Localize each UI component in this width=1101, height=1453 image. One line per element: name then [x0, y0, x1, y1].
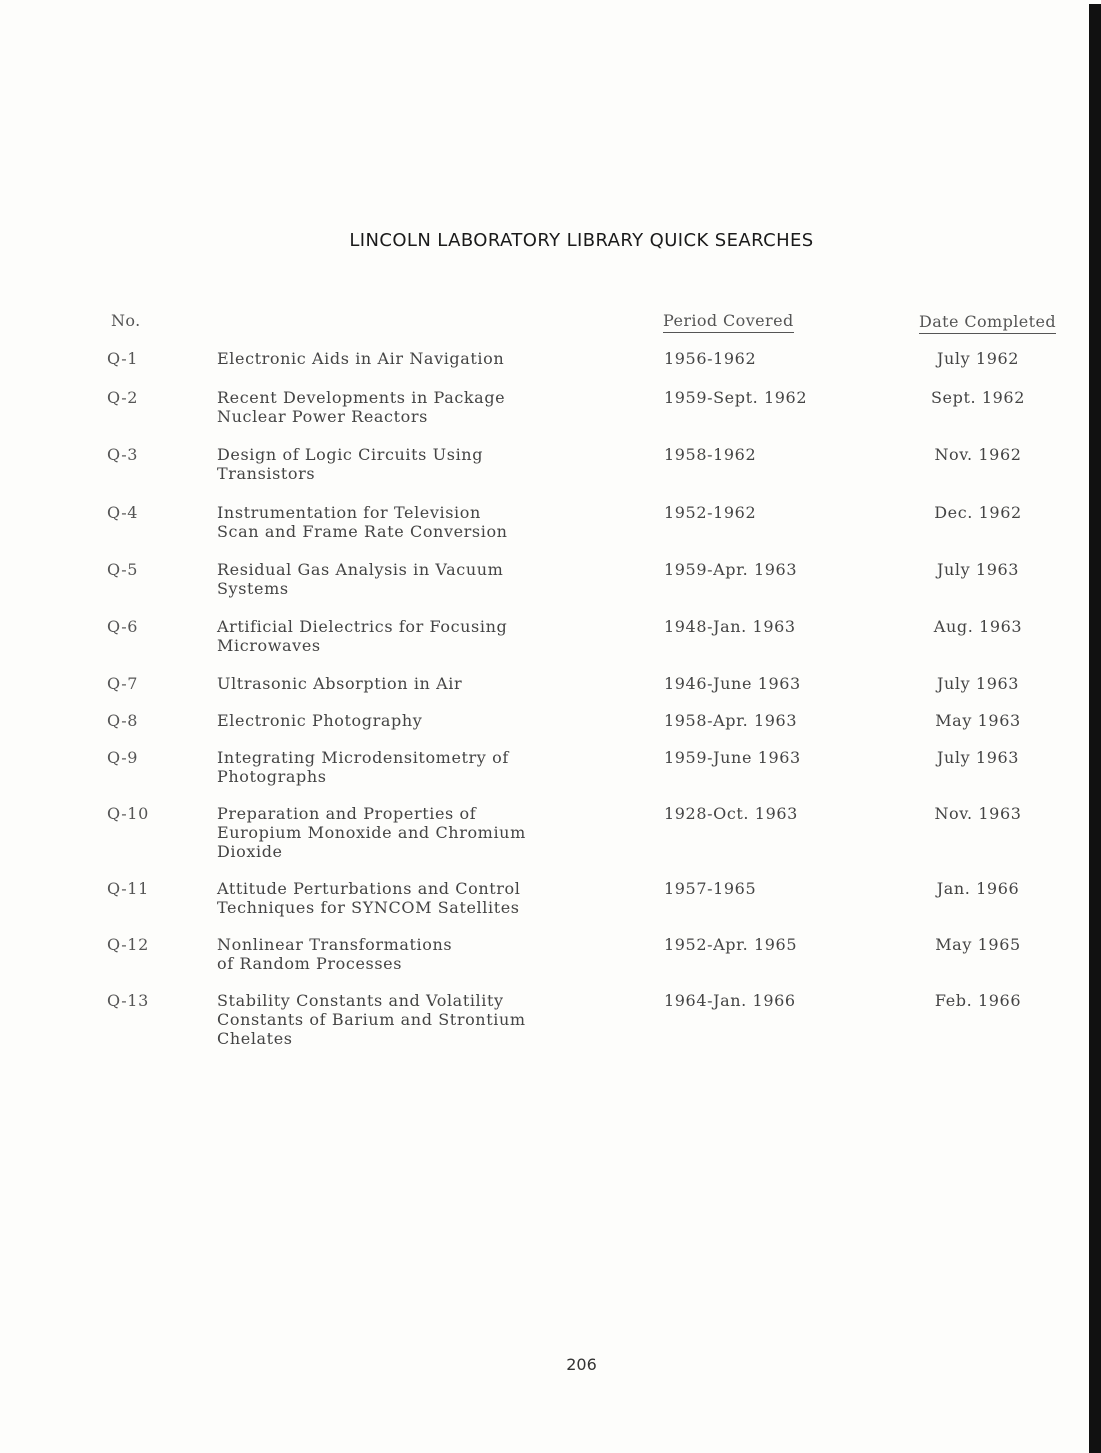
row-title-line: Instrumentation for Television — [217, 503, 481, 522]
row-number: Q-1 — [107, 349, 139, 368]
row-period: 1958-1962 — [664, 445, 757, 464]
row-title-line: Chelates — [217, 1029, 293, 1048]
row-title — [217, 560, 637, 598]
row-title — [217, 503, 637, 541]
row-period: 1957-1965 — [664, 879, 757, 898]
row-title-line: Scan and Frame Rate Conversion — [217, 522, 508, 541]
row-date: July 1963 — [936, 560, 1020, 579]
row-period: 1964-Jan. 1966 — [664, 991, 796, 1010]
row-title-line: Stability Constants and Volatility — [217, 991, 504, 1010]
row-title-line: Constants of Barium and Strontium — [217, 1010, 526, 1029]
row-title-line: Electronic Photography — [217, 711, 423, 730]
row-date: Jan. 1966 — [936, 879, 1020, 898]
row-date: Dec. 1962 — [934, 503, 1022, 522]
row-title — [217, 674, 637, 693]
row-title — [217, 349, 637, 368]
row-date: Nov. 1963 — [934, 804, 1022, 823]
row-title-line: Nonlinear Transformations — [217, 935, 453, 954]
row-number: Q-4 — [107, 503, 139, 522]
scan-edge-shadow — [1089, 4, 1101, 1453]
row-period: 1952-Apr. 1965 — [664, 935, 798, 954]
row-number: Q-6 — [107, 617, 139, 636]
row-title-line: Dioxide — [217, 842, 283, 861]
row-title — [217, 388, 637, 426]
row-title-line: Transistors — [217, 464, 316, 483]
row-title-line: Systems — [217, 579, 289, 598]
row-title — [217, 617, 637, 655]
row-title-line: Residual Gas Analysis in Vacuum — [217, 560, 504, 579]
row-period: 1928-Oct. 1963 — [664, 804, 798, 823]
row-date: May 1965 — [935, 935, 1021, 954]
row-number: Q-12 — [107, 935, 149, 954]
row-title — [217, 879, 637, 917]
header-no: No. — [111, 311, 141, 330]
row-title-line: Ultrasonic Absorption in Air — [217, 674, 463, 693]
row-period: 1958-Apr. 1963 — [664, 711, 798, 730]
row-title — [217, 748, 637, 786]
row-title-line: Artificial Dielectrics for Focusing — [217, 617, 508, 636]
row-title-line: Electronic Aids in Air Navigation — [217, 349, 505, 368]
row-period: 1946-June 1963 — [664, 674, 801, 693]
row-date: May 1963 — [935, 711, 1021, 730]
row-period: 1959-June 1963 — [664, 748, 801, 767]
row-date: July 1963 — [936, 674, 1020, 693]
row-title-line: Photographs — [217, 767, 327, 786]
row-period: 1959-Sept. 1962 — [664, 388, 808, 407]
row-period: 1959-Apr. 1963 — [664, 560, 798, 579]
row-date: Feb. 1966 — [934, 991, 1022, 1010]
row-title — [217, 711, 637, 730]
page-title: LINCOLN LABORATORY LIBRARY QUICK SEARCHES — [349, 230, 814, 251]
row-date: Sept. 1962 — [931, 388, 1025, 407]
row-number: Q-11 — [107, 879, 149, 898]
row-number: Q-9 — [107, 748, 139, 767]
page-number: 206 — [566, 1355, 597, 1374]
row-title — [217, 935, 637, 973]
row-title — [217, 991, 637, 1048]
row-title-line: of Random Processes — [217, 954, 403, 973]
row-title-line: Techniques for SYNCOM Satellites — [217, 898, 520, 917]
row-period: 1956-1962 — [664, 349, 757, 368]
row-date: July 1962 — [936, 349, 1020, 368]
row-title — [217, 804, 637, 861]
row-title-line: Microwaves — [217, 636, 321, 655]
row-title-line: Integrating Microdensitometry of — [217, 748, 509, 767]
row-title-line: Design of Logic Circuits Using — [217, 445, 484, 464]
row-period: 1952-1962 — [664, 503, 757, 522]
row-title-line: Nuclear Power Reactors — [217, 407, 428, 426]
row-date: Nov. 1962 — [934, 445, 1022, 464]
header-date-completed: Date Completed — [919, 312, 1056, 334]
row-number: Q-7 — [107, 674, 139, 693]
row-number: Q-2 — [107, 388, 139, 407]
row-number: Q-8 — [107, 711, 139, 730]
row-number: Q-13 — [107, 991, 149, 1010]
header-period-covered: Period Covered — [663, 311, 794, 333]
row-number: Q-10 — [107, 804, 149, 823]
row-number: Q-3 — [107, 445, 139, 464]
row-date: Aug. 1963 — [933, 617, 1023, 636]
row-title — [217, 445, 637, 483]
row-title-line: Attitude Perturbations and Control — [217, 879, 521, 898]
row-period: 1948-Jan. 1963 — [664, 617, 796, 636]
row-title-line: Recent Developments in Package — [217, 388, 506, 407]
row-title-line: Preparation and Properties of — [217, 804, 477, 823]
row-title-line: Europium Monoxide and Chromium — [217, 823, 526, 842]
row-date: July 1963 — [936, 748, 1020, 767]
row-number: Q-5 — [107, 560, 139, 579]
